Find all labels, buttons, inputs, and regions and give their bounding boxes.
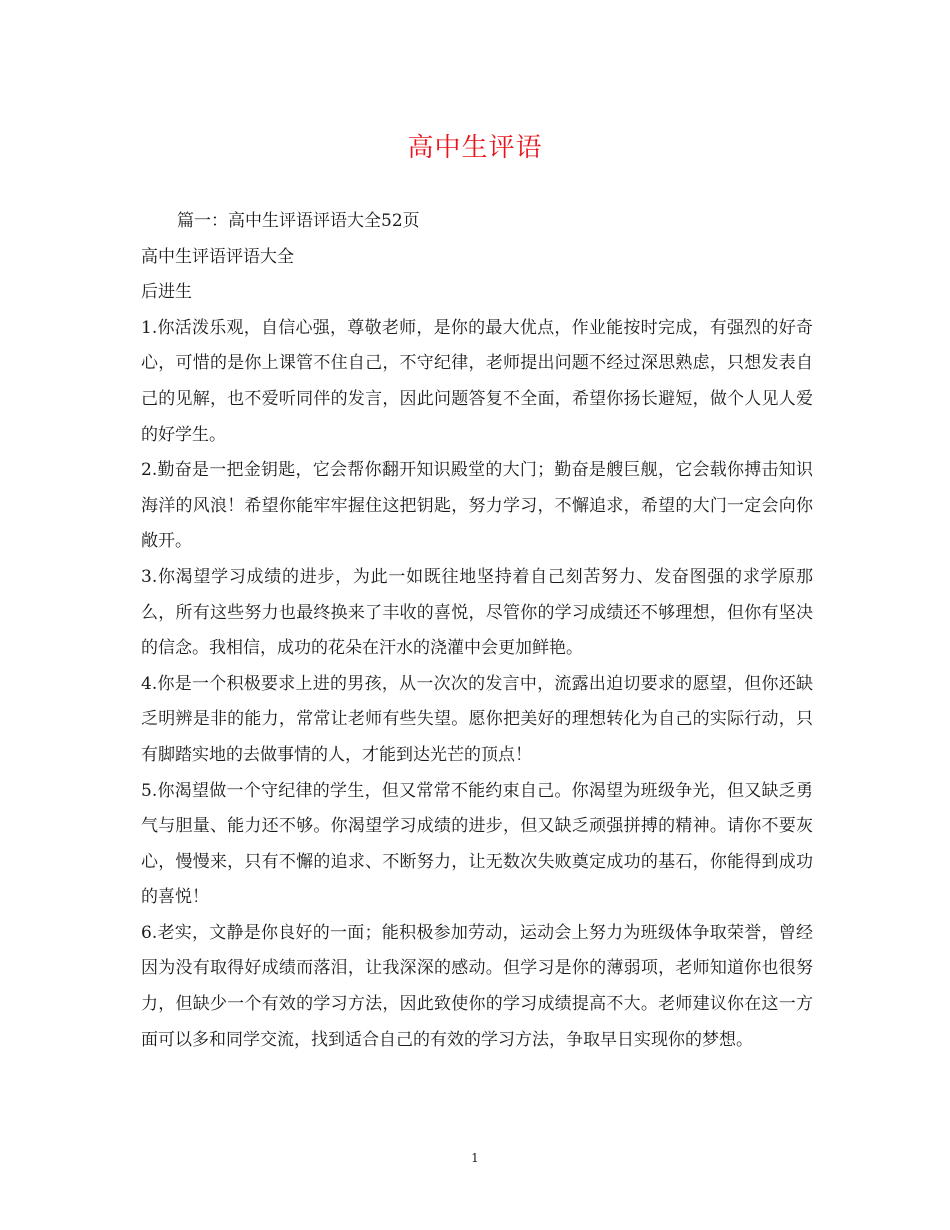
document-body (141, 204, 813, 1058)
section-heading: 篇一：高中生评语评语大全52页 (177, 211, 420, 231)
comment-paragraph-5: 5.你渴望做一个守纪律的学生，但又常常不能约束自己。你渴望为班级争光，但又缺乏勇气与胆量、能力还不够。你渴望学习成绩的进步，但又缺乏顽强拼搏的精神。请你不要灰心，慢慢来，只有不懈的追求、不断努力，让无数次失败奠定成功的基石，你能得到成功的喜悦！ (141, 780, 813, 908)
comment-paragraph-2: 2.勤奋是一把金钥匙，它会帮你翻开知识殿堂的大门；勤奋是艘巨舰，它会载你搏击知识海洋的风浪！希望你能牢牢握住这把钥匙，努力学习，不懈追求，希望的大门一定会向你敞开。 (141, 460, 813, 552)
comment-paragraph-4: 4.你是一个积极要求上进的男孩，从一次次的发言中，流露出迫切要求的愿望，但你还缺乏明辨是非的能力，常常让老师有些失望。愿你把美好的理想转化为自己的实际行动，只有脚踏实地的去做事情的人，才能到达光芒的顶点！ (141, 673, 813, 765)
comment-paragraph-6: 6.老实，文静是你良好的一面；能积极参加劳动，运动会上努力为班级体争取荣誉，曾经因为没有取得好成绩而落泪，让我深深的感动。但学习是你的薄弱项，老师知道你也很努力，但缺少一个有效的学习方法，因此致使你的学习成绩提高不大。老师建议你在这一方面可以多和同学交流，找到适合自己的有效的学习方法，争取早日实现你的梦想。 (141, 922, 813, 1050)
document-title: 高中生评语 (407, 133, 543, 163)
category-label: 后进生 (141, 282, 192, 303)
page-number: 1 (471, 1151, 479, 1165)
subheading: 高中生评语评语大全 (141, 246, 294, 267)
comment-paragraph-3: 3.你渴望学习成绩的进步，为此一如既往地坚持着自己刻苦努力、发奋图强的求学原那么，所有这些努力也最终换来了丰收的喜悦，尽管你的学习成绩还不够理想，但你有坚决的信念。我相信，成功的花朵在汗水的浇灌中会更加鲜艳。 (141, 566, 813, 659)
comment-paragraph-1: 1.你活泼乐观，自信心强，尊敬老师，是你的最大优点，作业能按时完成，有强烈的好奇心，可惜的是你上课管不住自己，不守纪律，老师提出问题不经过深思熟虑，只想发表自己的见解，也不爱听同伴的发言，因此问题答复不全面，希望你扬长避短，做个人见人爱的好学生。 (141, 317, 813, 445)
